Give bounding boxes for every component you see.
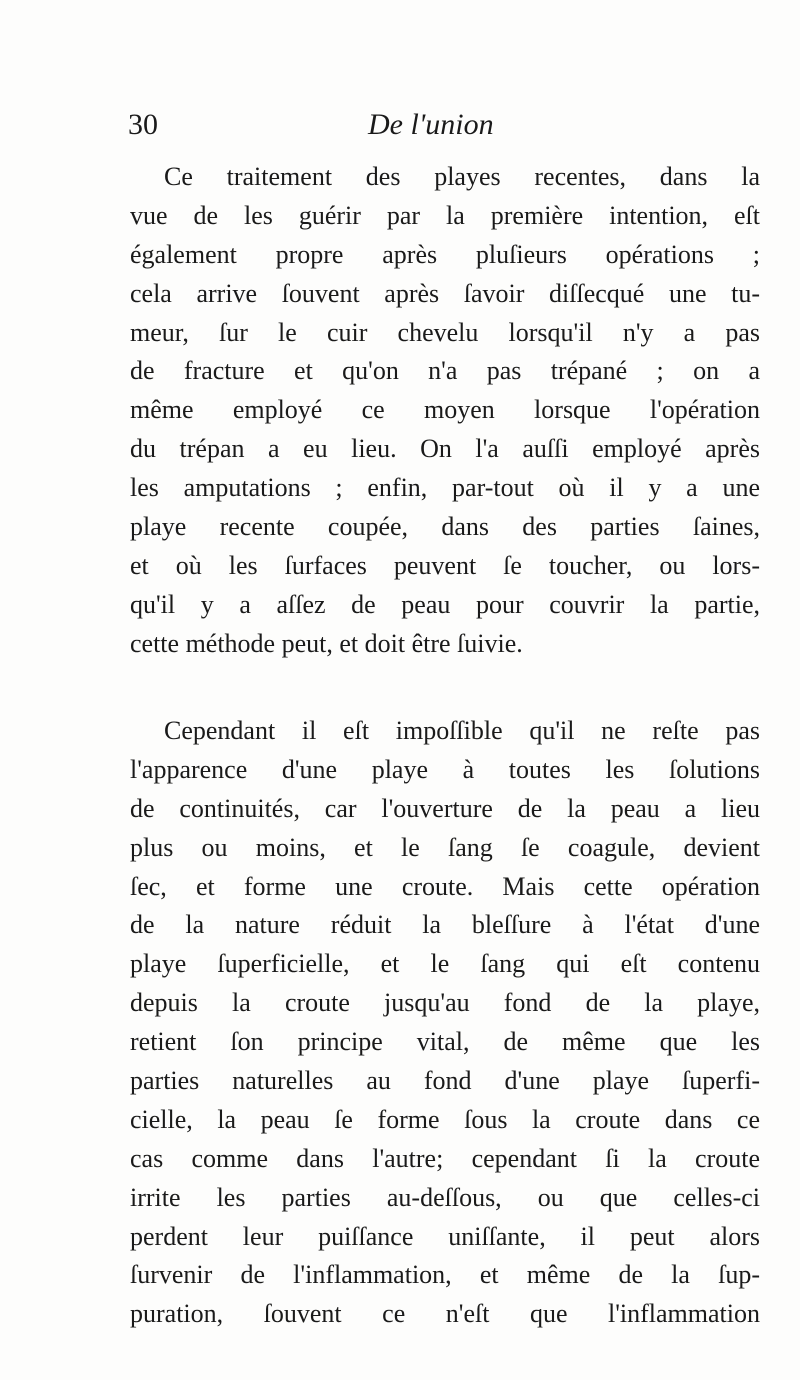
text-line: même employé ce moyen lorsque l'opération	[130, 395, 760, 425]
text-line: puration, ſouvent ce n'eſt que l'inflammation	[130, 1299, 760, 1329]
text-line: de la nature réduit la bleſſure à l'état d'une	[130, 910, 760, 940]
text-line: playe ſuperficielle, et le ſang qui eſt contenu	[130, 949, 760, 979]
text-line: parties naturelles au fond d'une playe ſuperfi-	[130, 1066, 760, 1096]
page-header	[128, 108, 768, 152]
running-head: De l'union	[368, 108, 494, 141]
text-line: cela arrive ſouvent après ſavoir diſſecqué une tu-	[130, 278, 760, 308]
text-line: de continuités, car l'ouverture de la peau a lieu	[130, 793, 760, 823]
text-line: cette méthode peut, et doit être ſuivie.	[130, 628, 523, 658]
text-line: cas comme dans l'autre; cependant ſi la croute	[130, 1143, 760, 1173]
text-line: qu'il y a aſſez de peau pour couvrir la partie,	[130, 589, 760, 619]
text-line: cielle, la peau ſe forme ſous la croute dans ce	[130, 1104, 760, 1134]
text-line: retient ſon principe vital, de même que les	[130, 1027, 760, 1057]
text-line: irrite les parties au-deſſous, ou que celles-ci	[130, 1182, 760, 1212]
text-line: et où les ſurfaces peuvent ſe toucher, ou lors-	[130, 550, 760, 580]
text-line: playe recente coupée, dans des parties ſaines,	[130, 512, 760, 542]
text-line: les amputations ; enfin, par-tout où il y a une	[130, 473, 760, 503]
text-line: depuis la croute jusqu'au fond de la playe,	[130, 988, 760, 1018]
paragraph-1	[130, 158, 760, 664]
text-line: meur, ſur le cuir chevelu lorsqu'il n'y a pas	[130, 317, 760, 347]
text-line: perdent leur puiſſance uniſſante, il peut alors	[130, 1221, 760, 1251]
page-number: 30	[128, 108, 158, 141]
text-line: Ce traitement des playes recentes, dans la	[164, 162, 760, 191]
text-line: l'apparence d'une playe à toutes les ſolutions	[130, 754, 760, 784]
text-line: également propre après pluſieurs opérations ;	[130, 239, 760, 269]
text-line: ſurvenir de l'inflammation, et même de la ſup-	[130, 1260, 760, 1290]
text-line: Cependant il eſt impoſſible qu'il ne reſte pas	[164, 716, 760, 745]
text-line: ſec, et forme une croute. Mais cette opération	[130, 871, 760, 901]
text-line: du trépan a eu lieu. On l'a auſſi employé après	[130, 434, 760, 464]
text-line: plus ou moins, et le ſang ſe coagule, devient	[130, 832, 760, 862]
text-line: vue de les guérir par la première intention, eſt	[130, 200, 760, 230]
paragraph-2	[130, 712, 760, 1334]
text-line: de fracture et qu'on n'a pas trépané ; on a	[130, 356, 760, 386]
